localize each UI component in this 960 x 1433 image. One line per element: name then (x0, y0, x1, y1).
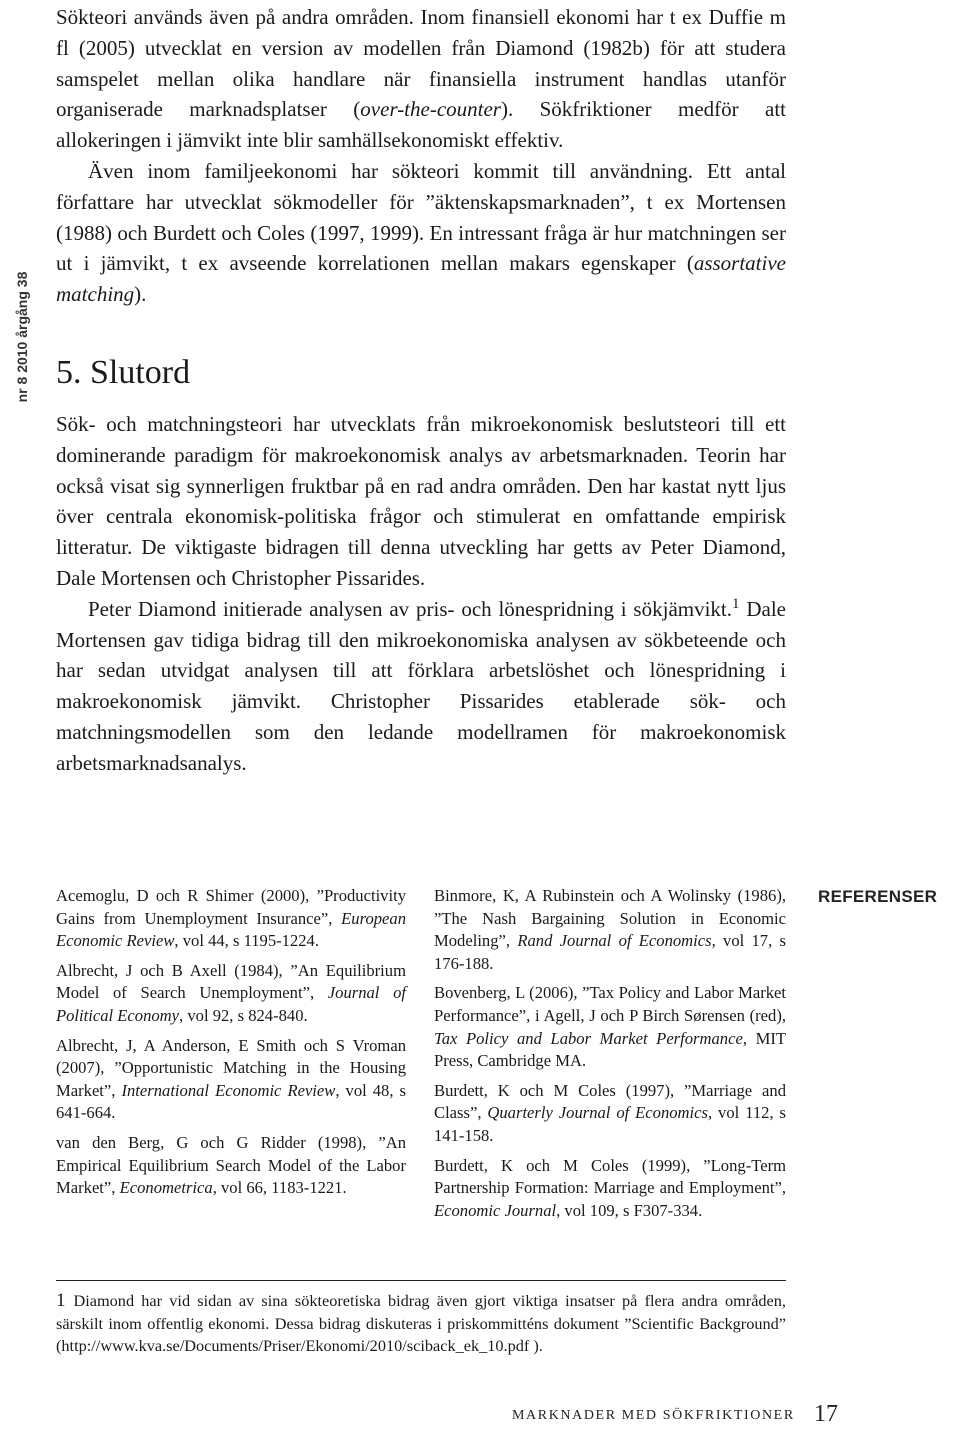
reference-details: , vol 66, 1183-1221. (212, 1178, 347, 1198)
paragraph-4 (56, 594, 786, 779)
reference-entry (56, 1035, 406, 1125)
paragraph-2-text: Även inom familjeekonomi har sökteori kommit till användning. Ett antal författare har utvecklat sökmodeller för ”äktenskapsmarknaden”, t ex Mortensen (1988) och Burdett och Coles (1997, 1999). En intressant fråga är hur matchningen ser ut i jämvikt, t ex avseende korrelationen mellan makars egenskaper ( (56, 158, 786, 276)
references-right-column (434, 885, 786, 1229)
reference-journal: European Economic Review (56, 908, 406, 951)
volume-label-text: nr 8 2010 årgång 38 (14, 271, 30, 403)
reference-details: , vol 17, s 176-188. (434, 931, 786, 973)
paragraph-2-end: ). (134, 282, 147, 307)
reference-details: , vol 48, s 641-664. (56, 1080, 406, 1123)
reference-text: Binmore, K, A Rubinstein och A Wolinsky (1986), ”The Nash Bargaining Solution in Economic Modeling”, (434, 886, 786, 951)
references-left-column (56, 885, 406, 1207)
reference-text: Albrecht, J, A Anderson, E Smith och S Vroman (2007), ”Opportunistic Matching in the Housing Market”, (56, 1035, 406, 1100)
reference-entry (434, 1155, 786, 1223)
footnote-divider (56, 1280, 786, 1281)
reference-journal: Quarterly Journal of Economics (487, 1103, 708, 1123)
reference-entry (56, 885, 406, 953)
footnote-number: 1 (56, 1290, 66, 1311)
reference-journal: Journal of Political Economy (56, 983, 406, 1025)
reference-journal: Economic Journal (434, 1200, 557, 1220)
reference-entry (56, 960, 406, 1028)
reference-details: , MIT Press, Cambridge MA. (434, 1028, 787, 1071)
running-head: MARKNADER MED SÖKFRIKTIONER (512, 1408, 795, 1423)
paragraph-1-end: ). Sökfriktioner medför att allokeringen i jämvikt inte blir samhällsekonomiskt effektiv. (56, 97, 787, 153)
paragraph-2 (56, 156, 786, 310)
reference-text: van den Berg, G och G Ridder (1998), ”An Empirical Equilibrium Search Model of the Labor Market”, (56, 1132, 406, 1198)
reference-details: , vol 112, s 141-158. (434, 1103, 786, 1145)
paragraph-3: Sök- och matchningsteori har utvecklats från mikroekonomisk beslutsteori till ett dominerande paradigm för makroekonomisk analys av arbetsmarknaden. Teorin har också visat sig synnerligen fruktbar på en rad andra områden. Den har kastat nytt ljus över centrala ekonomisk-politiska frågor och stimulerat en omfattande empirisk litteratur. De viktigaste bidragen till denna utveckling har getts av Peter Diamond, Dale Mortensen och Christopher Pissarides. (56, 411, 786, 590)
paragraph-1-italic: over-the-counter (360, 97, 501, 122)
references-heading: REFERENSER (818, 887, 938, 906)
reference-journal: Rand Journal of Economics (517, 931, 712, 951)
main-body-text (56, 2, 786, 779)
reference-details: , vol 109, s F307-334. (556, 1200, 703, 1220)
reference-text: Acemoglu, D och R Shimer (2000), ”Productivity Gains from Unemployment Insurance”, (56, 886, 406, 928)
reference-entry (434, 982, 786, 1072)
reference-entry (56, 1132, 406, 1200)
paragraph-1 (56, 2, 786, 156)
reference-entry (434, 885, 786, 975)
section-heading: 5. Slutord (56, 353, 191, 391)
reference-journal: International Economic Review (121, 1080, 336, 1100)
paragraph-1-text: Sökteori används även på andra områden. Inom finansiell ekonomi har t ex Duffie m fl (2005) utvecklat en version av modellen från Diamond (1982b) för att studera samspelet mellan olika handlare när finansiella instrument handlas utanför organiserade marknadsplatser ( (56, 5, 786, 122)
side-volume-label (2, 252, 42, 422)
reference-text: Albrecht, J och B Axell (1984), ”An Equilibrium Model of Search Unemployment”, (56, 960, 406, 1003)
paragraph-4-text: Peter Diamond initierade analysen av pris- och lönespridning i sökjämvikt. (88, 596, 733, 621)
footnote-text: Diamond har vid sidan av sina sökteoretiska bidrag även gjort viktiga insatser på flera andra områden, särskilt inom offentlig ekonomi. Dessa bidrag diskuteras i priskommitténs dokument ”Scientific Background” (http://www.kva.se/Documents/Priser/Ekonomi/2010/sciback_ek_10.pdf ). (56, 1291, 786, 1355)
reference-details: , vol 44, s 1195-1224. (174, 931, 320, 951)
footnote-marker[interactable]: 1 (732, 595, 740, 612)
reference-text: Burdett, K och M Coles (1999), ”Long-Term Partnership Formation: Marriage and Employment”, (434, 1155, 786, 1198)
reference-entry (434, 1080, 786, 1148)
reference-text: Bovenberg, L (2006), ”Tax Policy and Labor Market Performance”, i Agell, J och P Birch Sørensen (red), (434, 983, 786, 1025)
footnote (56, 1290, 786, 1358)
paragraph-4-end: Dale Mortensen gav tidiga bidrag till den mikroekonomiska analysen av sökbeteende och har sedan utvidgat analysen till att förklara arbetslöshet och lönespridning i makroekonomisk jämvikt. Christopher Pissarides etablerade sök- och matchningsmodellen som den ledande modellramen för makroekonomisk arbetsmarknadsanalys. (56, 596, 786, 775)
reference-journal: Econometrica (119, 1178, 213, 1198)
reference-details: , vol 92, s 824-840. (179, 1005, 308, 1025)
reference-text: Burdett, K och M Coles (1997), ”Marriage and Class”, (434, 1080, 786, 1123)
page-number: 17 (814, 1401, 838, 1427)
paragraph-2-italic: assortative matching (56, 251, 786, 307)
reference-journal: Tax Policy and Labor Market Performance (434, 1028, 743, 1048)
